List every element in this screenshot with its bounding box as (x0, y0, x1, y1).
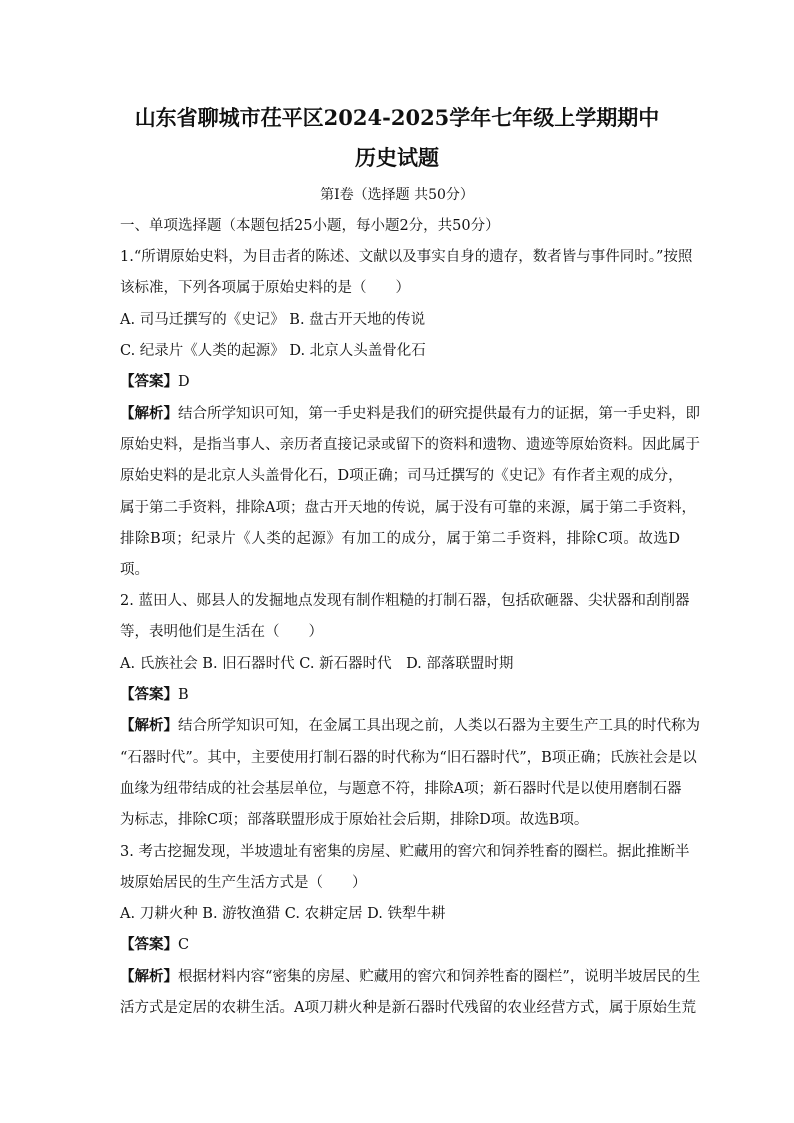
question-2-analysis-line-2: “石器时代”。其中，主要使用打制石器的时代称为“旧石器时代”，B项正确；氏族社会是以 (120, 750, 697, 766)
question-1-analysis-line-4: 属于第二手资料，排除A项；盘古开天地的传说，属于没有可靠的来源，属于第二手资料， (120, 500, 696, 516)
question-1-analysis-line-5: 排除B项；纪录片《人类的起源》有加工的成分，属于第二手资料，排除C项。故选D (120, 531, 680, 547)
question-1-option-line-1: A. 司马迁撰写的《史记》 B. 盘古开天地的传说 (120, 312, 426, 328)
question-2-analysis-line-4: 为标志，排除C项；部落联盟形成于原始社会后期，排除D项。故选B项。 (120, 812, 589, 828)
question-1-stem-line-1: 1.“所谓原始史料，为目击者的陈述、文献以及事实自身的遗存，数者皆与事件同时。”按照 (120, 249, 693, 265)
question-3-analysis-line-1 (120, 967, 701, 987)
question-3-answer (120, 935, 680, 955)
answer-label: 【答案】 (120, 373, 178, 390)
page-title: 山东省聊城市茌平区2024-2025学年七年级上学期期中 (134, 105, 660, 130)
volume-heading: 第Ⅰ卷（选择题 共50分） (320, 187, 474, 203)
page-subtitle: 历史试题 (355, 145, 439, 170)
question-1-analysis-line-3: 原始史料的是北京人头盖骨化石，D项正确；司马迁撰写的《史记》有作者主观的成分， (120, 468, 683, 484)
question-1-stem-line-2: 该标准，下列各项属于原始史料的是（ ） (120, 280, 410, 296)
section-heading: 一、单项选择题（本题包括25小题，每小题2分，共50分） (120, 218, 500, 234)
question-2-option-line-1: A. 氏族社会 B. 旧石器时代 C. 新石器时代 D. 部落联盟时期 (120, 656, 514, 672)
question-3-stem-line-1: 3. 考古挖掘发现，半坡遗址有密集的房屋、贮藏用的窖穴和饲养牲畜的圈栏。据此推断半 (120, 844, 690, 860)
question-3-stem-line-2: 坡原始居民的生产生活方式是（ ） (120, 875, 367, 891)
question-1-option-line-2: C. 纪录片《人类的起源》 D. 北京人头盖骨化石 (120, 343, 426, 359)
question-3-option-line-1: A. 刀耕火种 B. 游牧渔猎 C. 农耕定居 D. 铁犁牛耕 (120, 906, 446, 922)
answer-value: C (178, 937, 190, 953)
question-2-stem-line-2: 等，表明他们是生活在（ ） (120, 624, 323, 640)
answer-label: 【答案】 (120, 936, 178, 953)
question-1-analysis-line-2: 原始史料，是指当事人、亲历者直接记录或留下的资料和遗物、遗迹等原始资料。因此属于 (120, 437, 700, 453)
question-1-analysis-line-6: 项。 (120, 562, 149, 578)
analysis-label: 【解析】 (120, 405, 178, 422)
answer-label: 【答案】 (120, 686, 178, 703)
analysis-label: 【解析】 (120, 968, 178, 985)
analysis-text: 结合所学知识可知，在金属工具出现之前，人类以石器为主要生产工具的时代称为 (178, 718, 700, 734)
question-2-analysis-line-1 (120, 716, 700, 736)
question-1-answer (120, 372, 680, 392)
question-2-answer (120, 685, 680, 705)
answer-value: B (178, 687, 189, 703)
question-3-analysis-line-2: 活方式是定居的农耕生活。A项刀耕火种是新石器时代残留的农业经营方式，属于原始生荒 (120, 1000, 696, 1016)
answer-value: D (178, 374, 190, 390)
question-2-analysis-line-3: 血缘为纽带结成的社会基层单位，与题意不符，排除A项；新石器时代是以使用磨制石器 (120, 781, 682, 797)
analysis-label: 【解析】 (120, 717, 178, 734)
analysis-text: 结合所学知识可知，第一手史料是我们的研究提供最有力的证据，第一手史料，即 (178, 406, 700, 422)
question-1-analysis-line-1 (120, 404, 700, 424)
question-2-stem-line-1: 2. 蓝田人、郧县人的发掘地点发现有制作粗糙的打制石器，包括砍砸器、尖状器和刮削器 (120, 593, 690, 609)
analysis-text: 根据材料内容“密集的房屋、贮藏用的窖穴和饲养牲畜的圈栏”，说明半坡居民的生 (178, 969, 701, 985)
